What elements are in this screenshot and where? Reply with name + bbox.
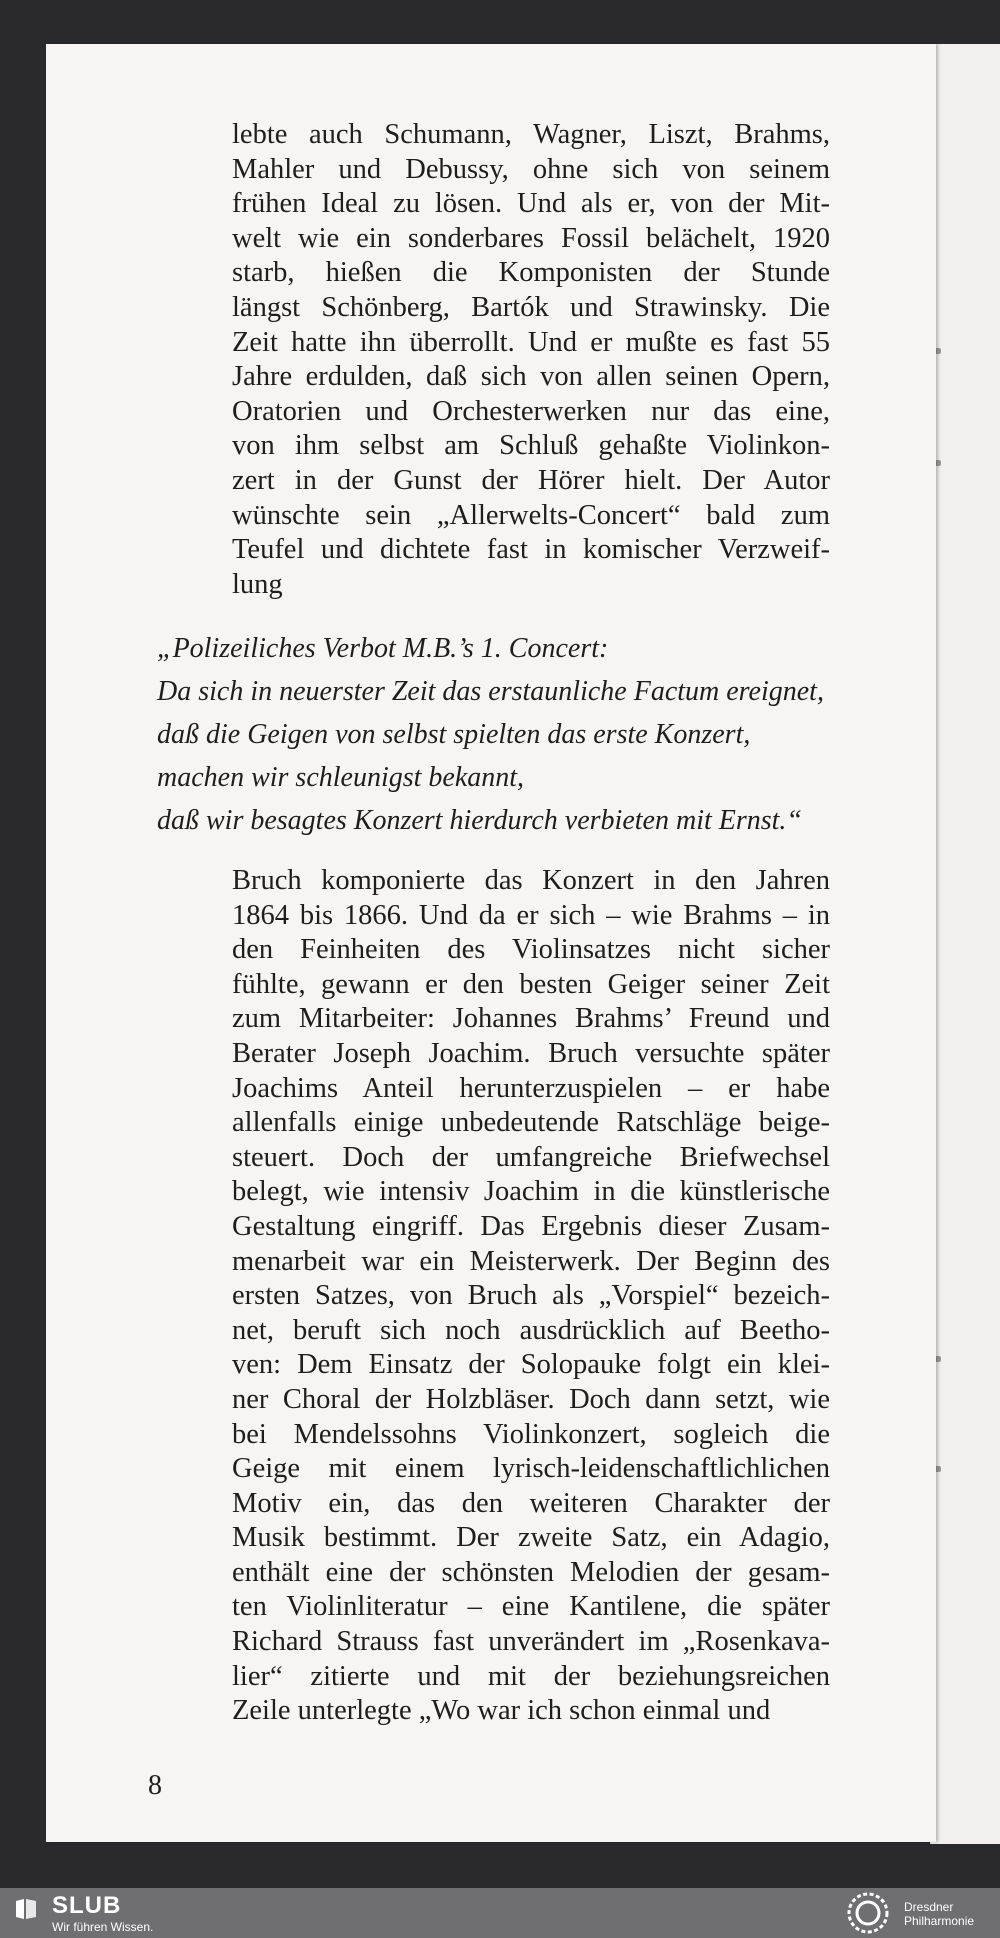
text-line: längst Schönberg, Bartók und Strawinsky. Die [232,291,830,323]
text-line: menarbeit war ein Meisterwerk. Der Beginn des [232,1245,830,1277]
text-line: zum Mitarbeiter: Johannes Brahms’ Freund und [232,1003,830,1035]
text-line: Da sich in neuerster Zeit das erstaunliche Factum ereignet, [157,676,824,707]
text-line: allenfalls einige unbedeutende Ratschläge beige- [232,1107,830,1139]
text-line: zert in der Gunst der Hörer hielt. Der Autor [232,464,830,496]
text-line: Geige mit einem lyrisch-leidenschaftlichlichen [232,1453,830,1485]
text-line: 1864 bis 1866. Und da er sich – wie Brahms – in [232,899,830,931]
text-line: von ihm selbst am Schluß gehaßte Violinkon- [232,430,830,462]
paragraph-2 [232,864,830,1729]
text-line: starb, hießen die Komponisten der Stunde [232,257,830,289]
text-line: net, beruft sich noch ausdrücklich auf Beetho- [232,1314,830,1346]
text-line: ersten Satzes, von Bruch als „Vorspiel“ bezeich- [232,1280,830,1312]
text-line: Richard Strauss fast unverändert im „Rosenkava- [232,1626,830,1658]
text-line: Zeile unterlegte „Wo war ich schon einmal und [232,1695,771,1727]
paragraph-1 [232,118,830,602]
text-line: Motiv ein, das den weiteren Charakter der [232,1487,830,1519]
text-line: belegt, wie intensiv Joachim in die künstlerische [232,1176,830,1208]
library-tagline: Wir führen Wissen. [52,1920,154,1934]
text-line: wünschte sein „Allerwelts-Concert“ bald zum [232,499,830,531]
text-line: Oratorien und Orchesterwerken nur das eine, [232,395,830,427]
text-line: frühen Ideal zu lösen. Und als er, von der Mit- [232,188,830,220]
text-line: daß die Geigen von selbst spielten das erste Konzert, [157,719,751,750]
back-page-edge [930,44,1000,1844]
text-line: fühlte, gewann er den besten Geiger seiner Zeit [232,968,830,1000]
text-line: Mahler und Debussy, ohne sich von seinem [232,153,830,185]
text-line: den Feinheiten des Violinsatzes nicht sicher [232,934,830,966]
text-line: machen wir schleunigst bekannt, [157,762,525,793]
text-line: ten Violinliteratur – eine Kantilene, die später [232,1591,830,1623]
text-line: Bruch komponierte das Konzert in den Jahren [232,865,830,896]
partner-name-line2: Philharmonie [904,1914,975,1928]
partner-name[interactable] [904,1900,974,1928]
text-line: Joachims Anteil herunterzuspielen – er habe [232,1072,830,1104]
philharmonie-logo-icon [842,1890,894,1936]
text-line: welt wie ein sonderbares Fossil belächelt, 1920 [232,222,830,254]
text-line: Jahre erdulden, daß sich von allen seinen Opern, [232,361,830,393]
library-name[interactable]: SLUB [52,1892,122,1919]
viewer-footer [0,1888,1000,1938]
text-line: ven: Dem Einsatz der Solopauke folgt ein klei- [232,1349,830,1381]
poem-quote [157,627,857,842]
text-line: „Polizeiliches Verbot M.B.’s 1. Concert: [157,633,609,664]
text-line: lebte auch Schumann, Wagner, Liszt, Brahms, [232,119,830,150]
page-number: 8 [148,1770,162,1801]
slub-logo-icon [14,1897,38,1921]
text-line: lung [232,568,283,600]
text-line: Musik bestimmt. Der zweite Satz, ein Adagio, [232,1522,830,1554]
text-line: Zeit hatte ihn überrollt. Und er mußte es fast 55 [232,326,830,358]
text-line: Berater Joseph Joachim. Bruch versuchte später [232,1037,830,1069]
text-line: Gestaltung eingriff. Das Ergebnis dieser Zusam- [232,1210,830,1242]
text-line: daß wir besagtes Konzert hierdurch verbieten mit Ernst.“ [157,805,802,836]
text-line: enthält eine der schönsten Melodien der gesam- [232,1556,830,1588]
text-line: Teufel und dichtete fast in komischer Verzweif- [232,534,830,566]
partner-name-line1: Dresdner [904,1900,954,1914]
text-line: ner Choral der Holzbläser. Doch dann setzt, wie [232,1383,830,1415]
text-line: steuert. Doch der umfangreiche Briefwechsel [232,1141,830,1173]
text-line: bei Mendelssohns Violinkonzert, sogleich die [232,1418,830,1450]
text-line: lier“ zitierte und mit der beziehungsreichen [232,1660,830,1692]
